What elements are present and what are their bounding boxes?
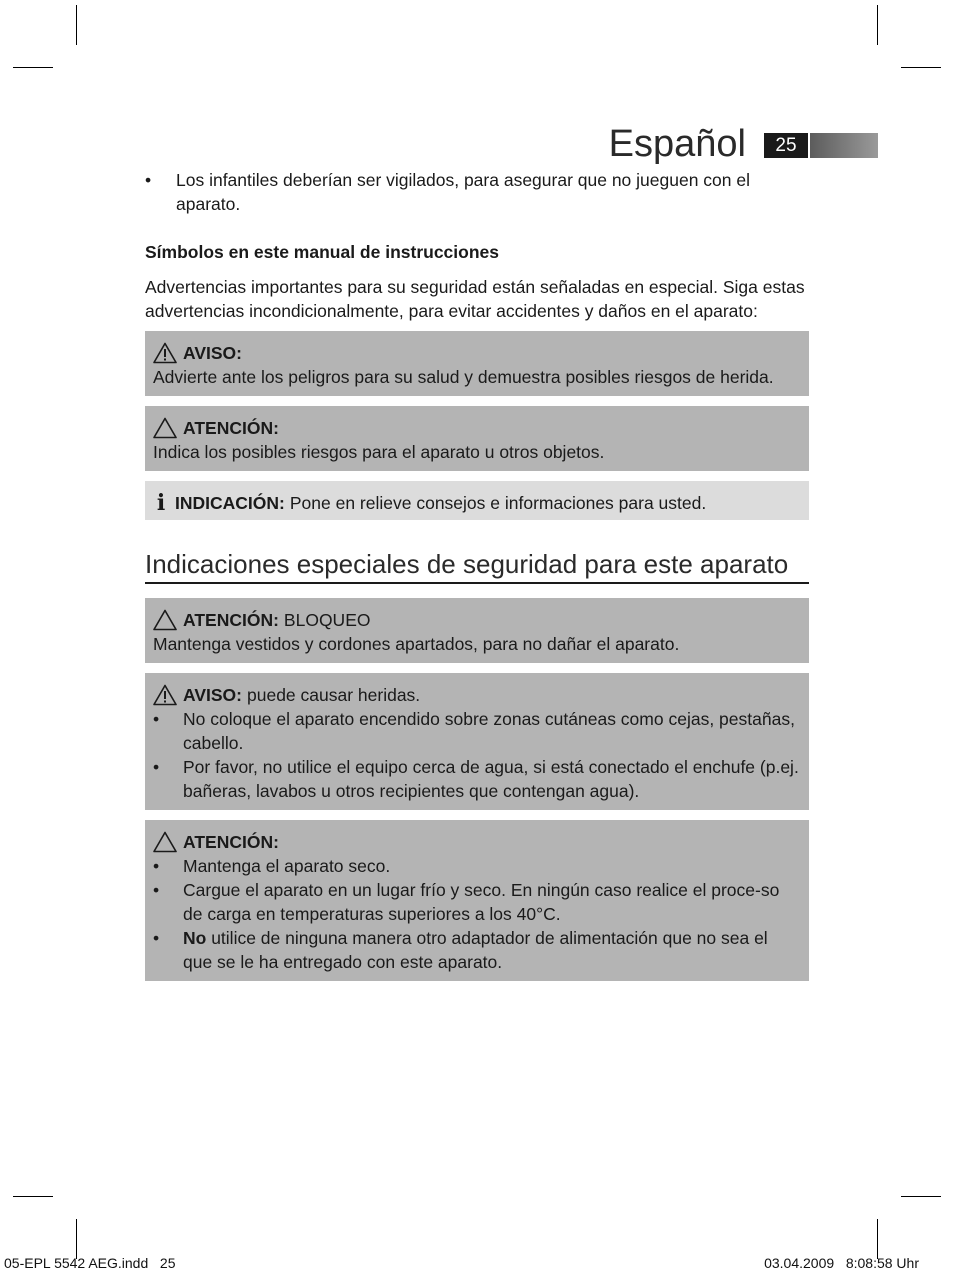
list-item-text: No coloque el aparato encendido sobre zonas cutáneas como cejas, pestañas, cabello. (183, 709, 795, 753)
footer-timestamp: 03.04.2009 8:08:58 Uhr (764, 1255, 919, 1271)
box-head (153, 683, 801, 707)
intro-bullet-text: Los infantiles deberían ser vigilados, para asegurar que no jueguen con el aparato. (176, 170, 750, 214)
list-item (153, 878, 801, 926)
symbols-intro: Advertencias importantes para su seguridad están señaladas en especial. Siga estas advertencias incondicionalmente, para evitar accidentes y daños en el aparato: (145, 277, 805, 321)
atencion-label: ATENCIÓN: (183, 418, 279, 438)
crop-mark (901, 67, 941, 68)
atencion-text: Indica los posibles riesgos para el aparato u otros objetos. (153, 442, 605, 462)
box-head (153, 416, 801, 440)
crop-mark (13, 1196, 53, 1197)
list-item (153, 854, 801, 878)
box2-label-rest: puede causar heridas. (247, 685, 421, 705)
info-icon: i (156, 490, 166, 516)
crop-mark (901, 1196, 941, 1197)
bullet-dot: • (153, 757, 160, 777)
intro-bullet (145, 168, 809, 216)
aviso-text: Advierte ante los peligros para su salud y demuestra posibles riesgos de herida. (153, 367, 774, 387)
symbols-heading: Símbolos en este manual de instrucciones (145, 242, 499, 262)
page-number: 25 (764, 133, 808, 158)
list-item-text: utilice de ninguna manera otro adaptador de alimentación que no sea el que se le ha entregado con este aparato. (183, 928, 768, 972)
indicacion-label: INDICACIÓN: (175, 493, 285, 513)
crop-mark (76, 5, 77, 45)
page-header-bar (810, 133, 878, 158)
special-safety-title: Indicaciones especiales de seguridad para este aparato (145, 548, 809, 584)
box-head (153, 341, 801, 365)
warning-box-atencion (145, 406, 809, 471)
box1-label-rest: BLOQUEO (283, 610, 371, 630)
page-content (145, 168, 809, 981)
bullet-dot: • (153, 880, 160, 900)
caution-triangle-icon (153, 831, 177, 853)
language-title: Español (608, 123, 746, 165)
special-box-atencion (145, 820, 809, 981)
crop-mark (76, 1219, 77, 1259)
list-item (153, 755, 801, 803)
warning-box-aviso (145, 331, 809, 396)
bullet-dot: • (153, 928, 160, 948)
box2-label: AVISO: (183, 685, 242, 705)
bullet-dot: • (153, 709, 160, 729)
crop-mark (13, 67, 53, 68)
info-box-indicacion (145, 481, 809, 520)
indicacion-text: Pone en relieve consejos e informaciones para usted. (289, 493, 707, 513)
warning-triangle-icon (153, 684, 177, 706)
list-item-text: Por favor, no utilice el equipo cerca de agua, si está conectado el enchufe (p.ej. bañeras, lavabos u otros recipientes que contengan agua). (183, 757, 799, 801)
footer-file: 05-EPL 5542 AEG.indd 25 (4, 1255, 176, 1271)
special-box-bloqueo (145, 598, 809, 663)
list-item (153, 926, 801, 974)
caution-triangle-icon (153, 609, 177, 631)
list-item-text: Cargue el aparato en un lugar frío y seco. En ningún caso realice el proce-so de carga en temperaturas superiores a los 40°C. (183, 880, 780, 924)
box-head (153, 491, 801, 515)
special-box-aviso (145, 673, 809, 810)
box-head (153, 608, 801, 632)
box-head (153, 830, 801, 854)
caution-triangle-icon (153, 417, 177, 439)
bullet-dot: • (153, 856, 160, 876)
aviso-label: AVISO: (183, 343, 242, 363)
crop-mark (877, 5, 878, 45)
bullet-dot: • (145, 170, 152, 190)
list-item-bold: No (183, 928, 207, 948)
list-item (153, 707, 801, 755)
list-item-text: Mantenga el aparato seco. (183, 856, 391, 876)
box3-label: ATENCIÓN: (183, 832, 279, 852)
box1-text: Mantenga vestidos y cordones apartados, para no dañar el aparato. (153, 634, 680, 654)
warning-triangle-icon (153, 342, 177, 364)
crop-mark (877, 1219, 878, 1259)
box1-label: ATENCIÓN: (183, 610, 279, 630)
